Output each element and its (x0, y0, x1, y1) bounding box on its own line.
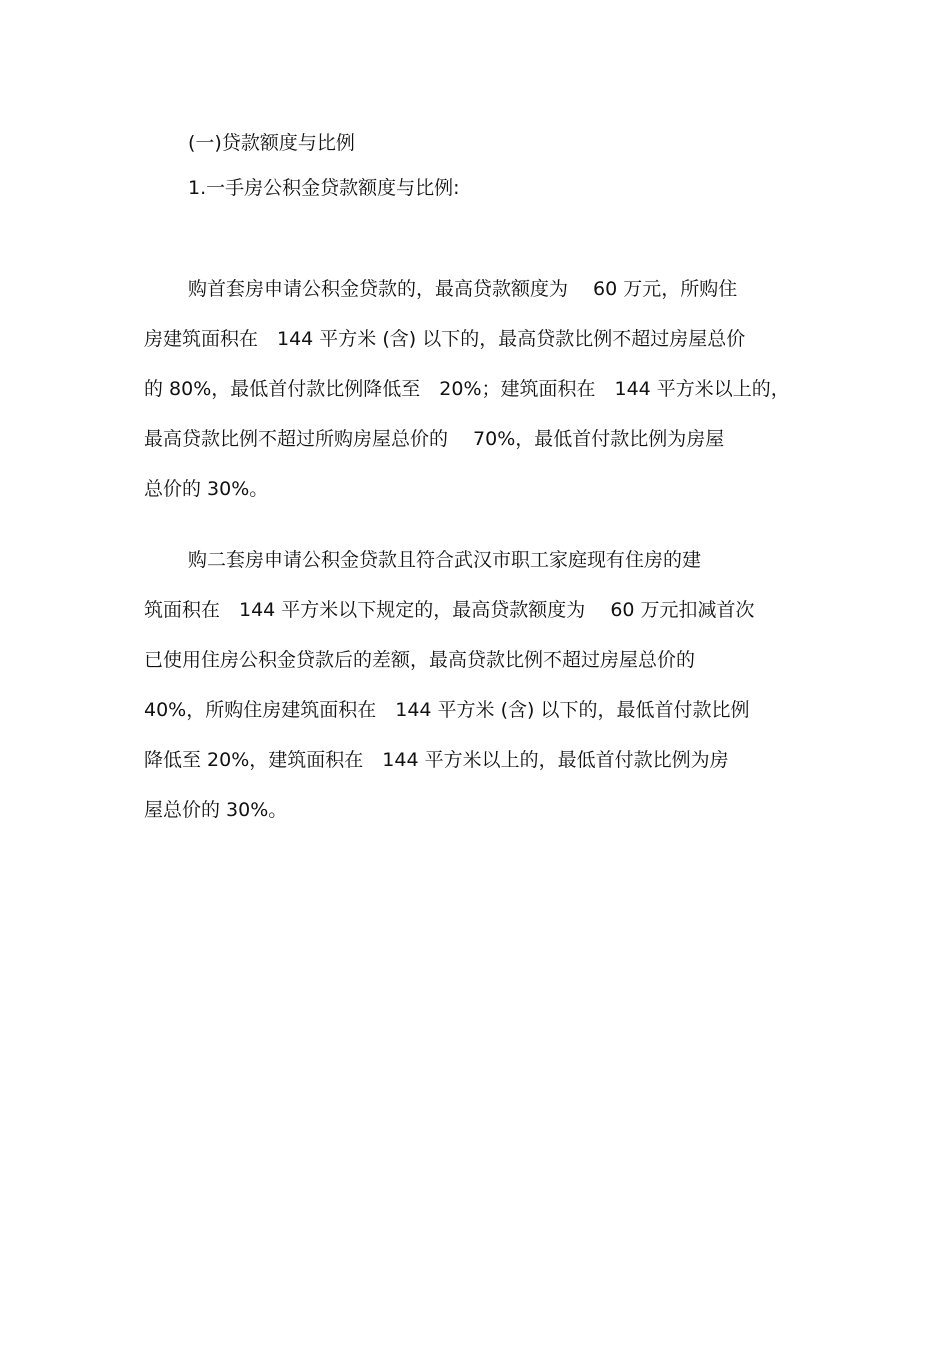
paragraph-line: 的 80%，最低首付款比例降低至 20%；建筑面积在 144 平方米以上的， (144, 378, 790, 400)
subsection-heading (144, 163, 804, 213)
paragraph-line: 购首套房申请公积金贷款的，最高贷款额度为 60 万元，所购住 (188, 278, 738, 300)
section-heading-text: (一)贷款额度与比例 (188, 132, 355, 154)
paragraph-line: 购二套房申请公积金贷款且符合武汉市职工家庭现有住房的建 (188, 549, 702, 571)
subsection-heading-text: 1.一手房公积金贷款额度与比例: (188, 177, 460, 199)
paragraph-line: 总价的 30%。 (144, 478, 269, 500)
paragraph-line: 房建筑面积在 144 平方米 (含) 以下的，最高贷款比例不超过房屋总价 (144, 328, 746, 350)
paragraph-line: 筑面积在 144 平方米以下规定的，最高贷款额度为 60 万元扣减首次 (144, 599, 755, 621)
paragraph-second-home (144, 535, 804, 835)
paragraph-line: 已使用住房公积金贷款后的差额，最高贷款比例不超过房屋总价的 (144, 649, 696, 671)
paragraph-line: 降低至 20%，建筑面积在 144 平方米以上的，最低首付款比例为房 (144, 749, 729, 771)
paragraph-first-home (144, 264, 804, 514)
paragraph-line: 40%，所购住房建筑面积在 144 平方米 (含) 以下的，最低首付款比例 (144, 699, 750, 721)
paragraph-line: 最高贷款比例不超过所购房屋总价的 70%，最低首付款比例为房屋 (144, 428, 725, 450)
paragraph-line: 屋总价的 30%。 (144, 799, 288, 821)
section-heading (144, 118, 804, 168)
